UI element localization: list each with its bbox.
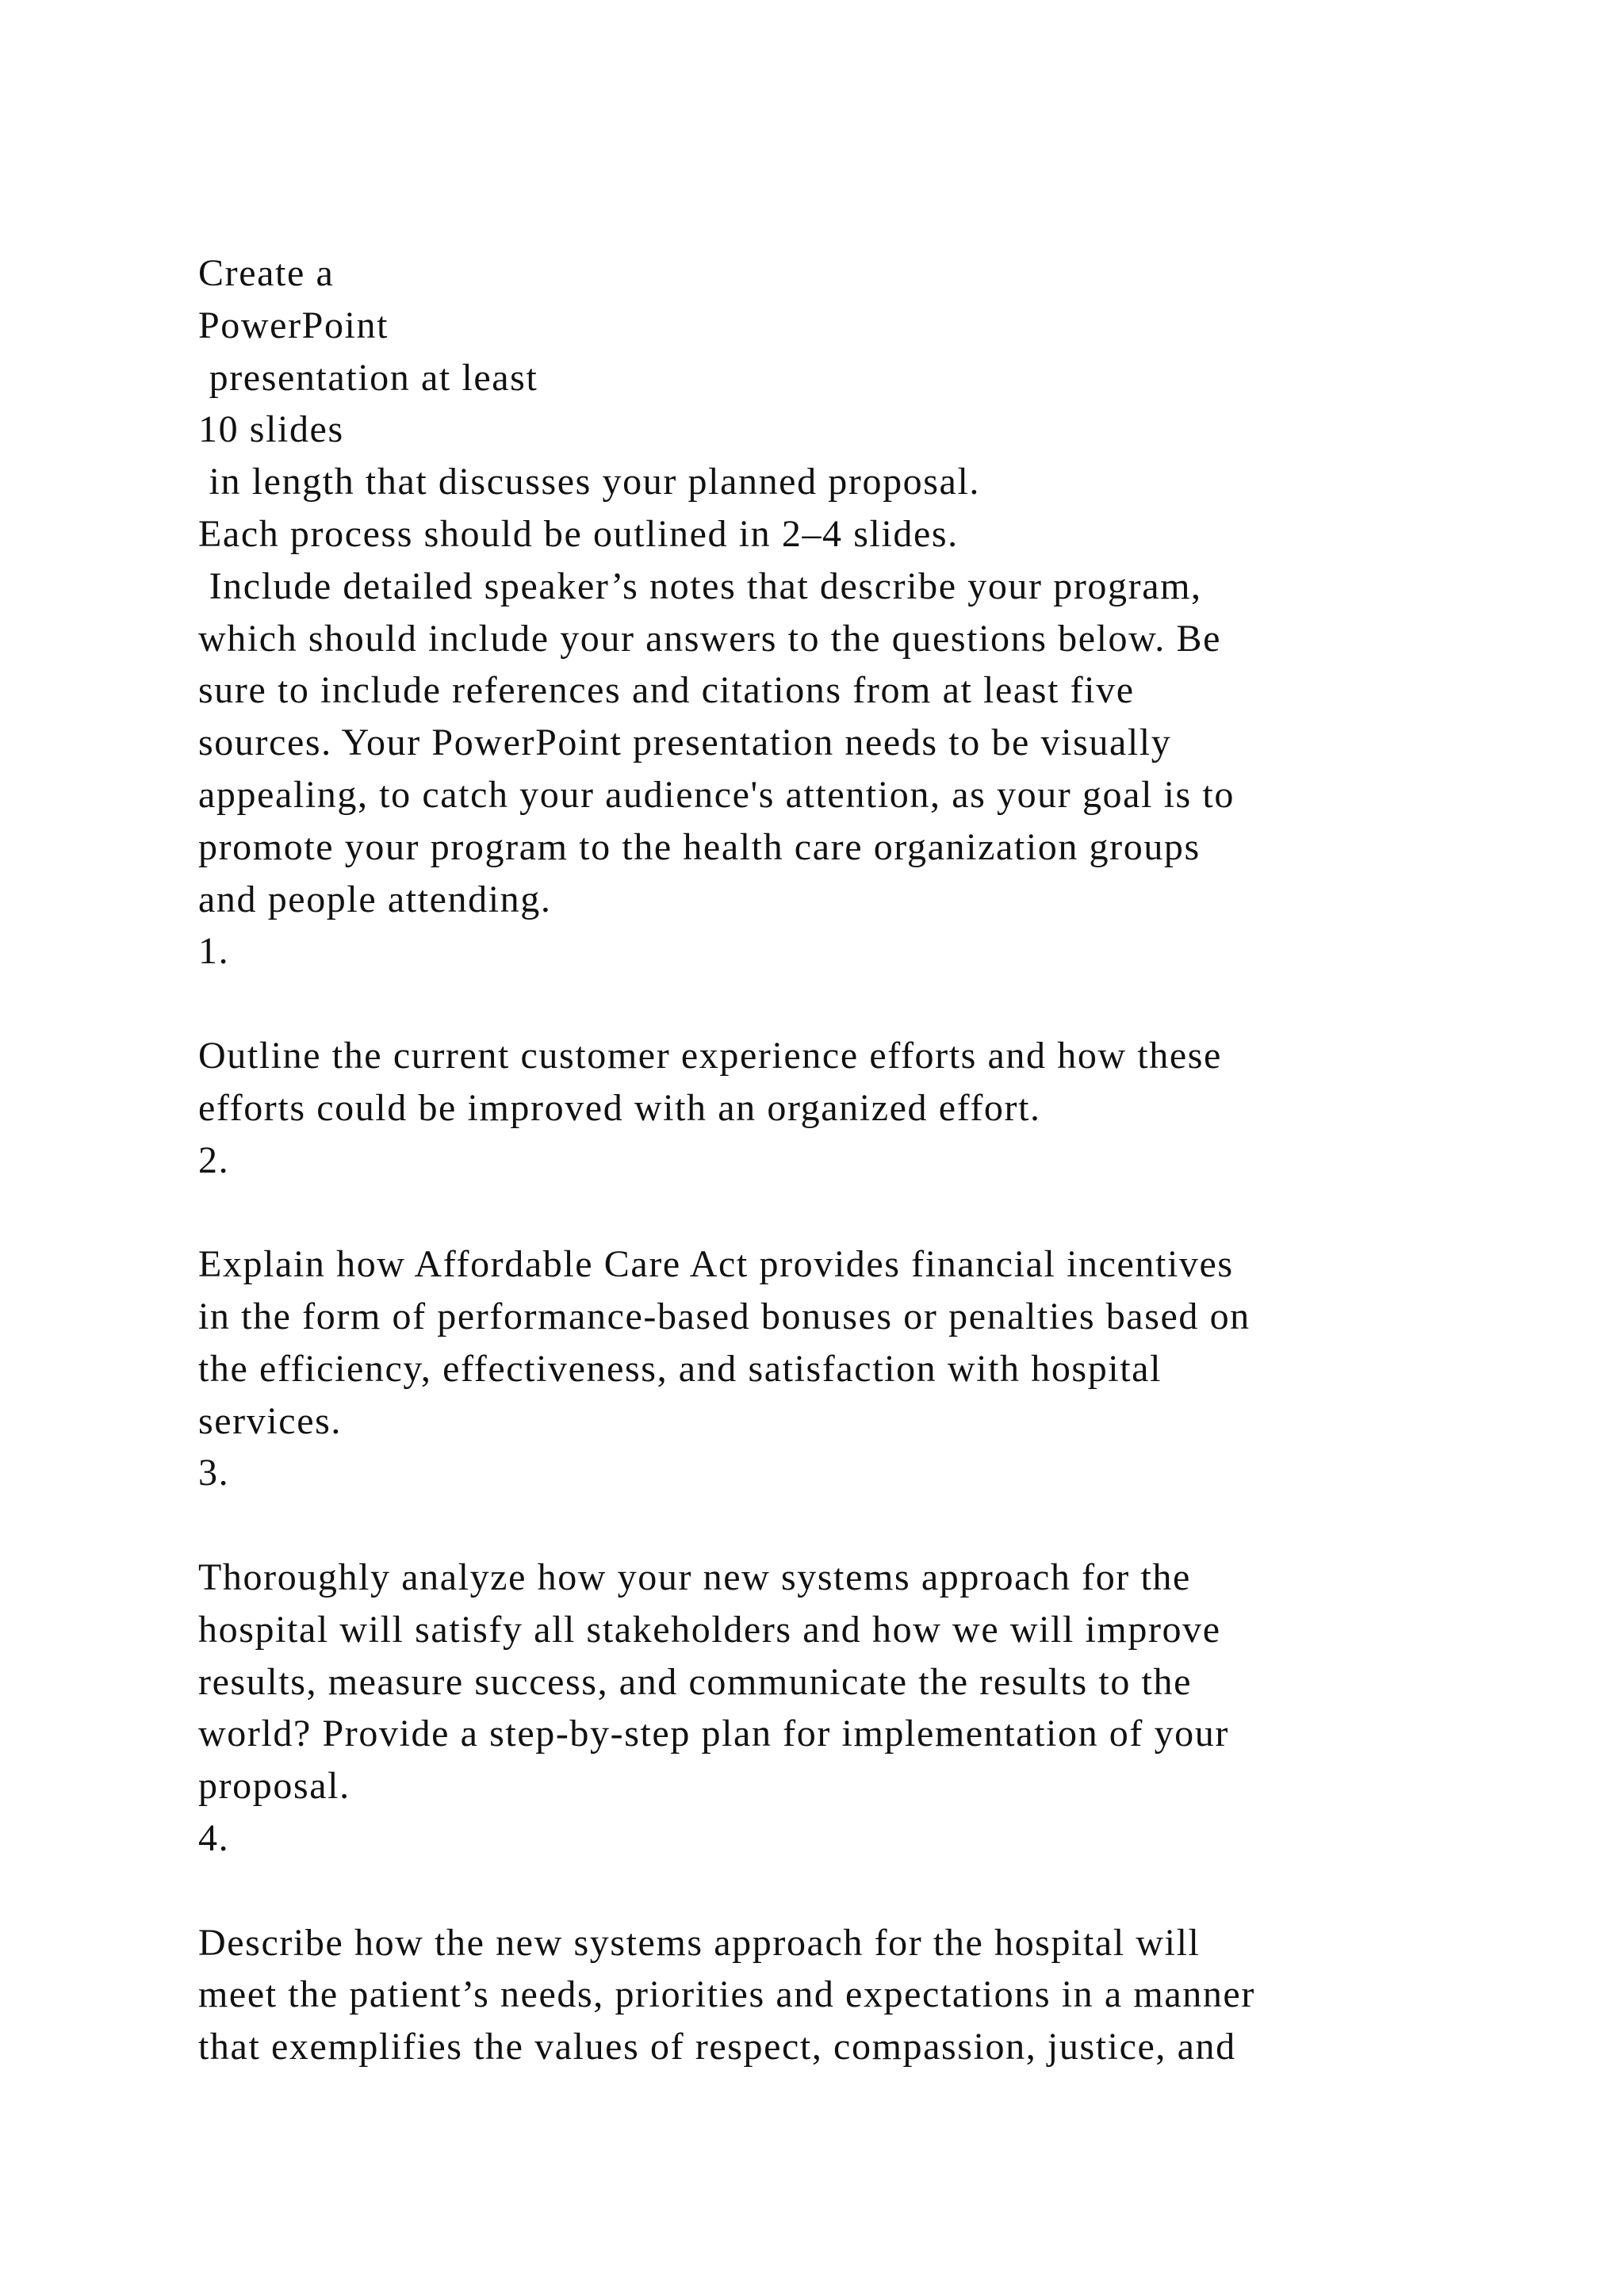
text-line: Each process should be outlined in 2–4 slides. (198, 512, 959, 555)
document-body (198, 247, 1499, 2073)
text-line: sure to include references and citations from at least five (198, 669, 1135, 712)
list-number: 3. (198, 1452, 230, 1494)
text-line: and people attending. (198, 878, 552, 920)
text-line: meet the patient’s needs, priorities and expectations in a manner (198, 1973, 1255, 2016)
text-line: Include detailed speaker’s notes that describe your program, (198, 564, 1202, 607)
blank-line (198, 978, 1499, 1030)
blank-line (198, 1186, 1499, 1238)
text-line: in the form of performance-based bonuses or penalties based on (198, 1295, 1251, 1337)
text-line: world? Provide a step-by-step plan for implementation of your (198, 1712, 1229, 1755)
text-line: services. (198, 1399, 342, 1442)
text-line: PowerPoint (198, 304, 389, 346)
text-line: Outline the current customer experience efforts and how these (198, 1034, 1222, 1077)
list-number: 2. (198, 1138, 230, 1181)
text-line: appealing, to catch your audience's attention, as your goal is to (198, 773, 1235, 816)
text-line: that exemplifies the values of respect, compassion, justice, and (198, 2026, 1236, 2068)
list-number: 1. (198, 930, 230, 973)
text-line: efforts could be improved with an organized effort. (198, 1086, 1041, 1129)
text-line: Thoroughly analyze how your new systems approach for the (198, 1556, 1191, 1598)
text-line: results, measure success, and communicate the results to the (198, 1660, 1192, 1703)
text-line: Create a (198, 252, 335, 294)
text-line: sources. Your PowerPoint presentation needs to be visually (198, 721, 1172, 764)
text-line: hospital will satisfy all stakeholders and how we will improve (198, 1608, 1221, 1651)
text-line: Explain how Affordable Care Act provides financial incentives (198, 1243, 1234, 1286)
text-line: presentation at least (198, 356, 538, 399)
text-line: Describe how the new systems approach for the hospital will (198, 1921, 1201, 1964)
list-number: 4. (198, 1816, 230, 1859)
text-line: the efficiency, effectiveness, and satisfaction with hospital (198, 1347, 1162, 1390)
text-line: in length that discusses your planned proposal. (198, 461, 980, 503)
text-line: promote your program to the health care organization groups (198, 825, 1201, 868)
text-line: 10 slides (198, 408, 344, 451)
text-line: which should include your answers to the questions below. Be (198, 617, 1222, 660)
text-line: proposal. (198, 1765, 350, 1808)
blank-line (198, 1499, 1499, 1552)
blank-line (198, 1865, 1499, 1917)
